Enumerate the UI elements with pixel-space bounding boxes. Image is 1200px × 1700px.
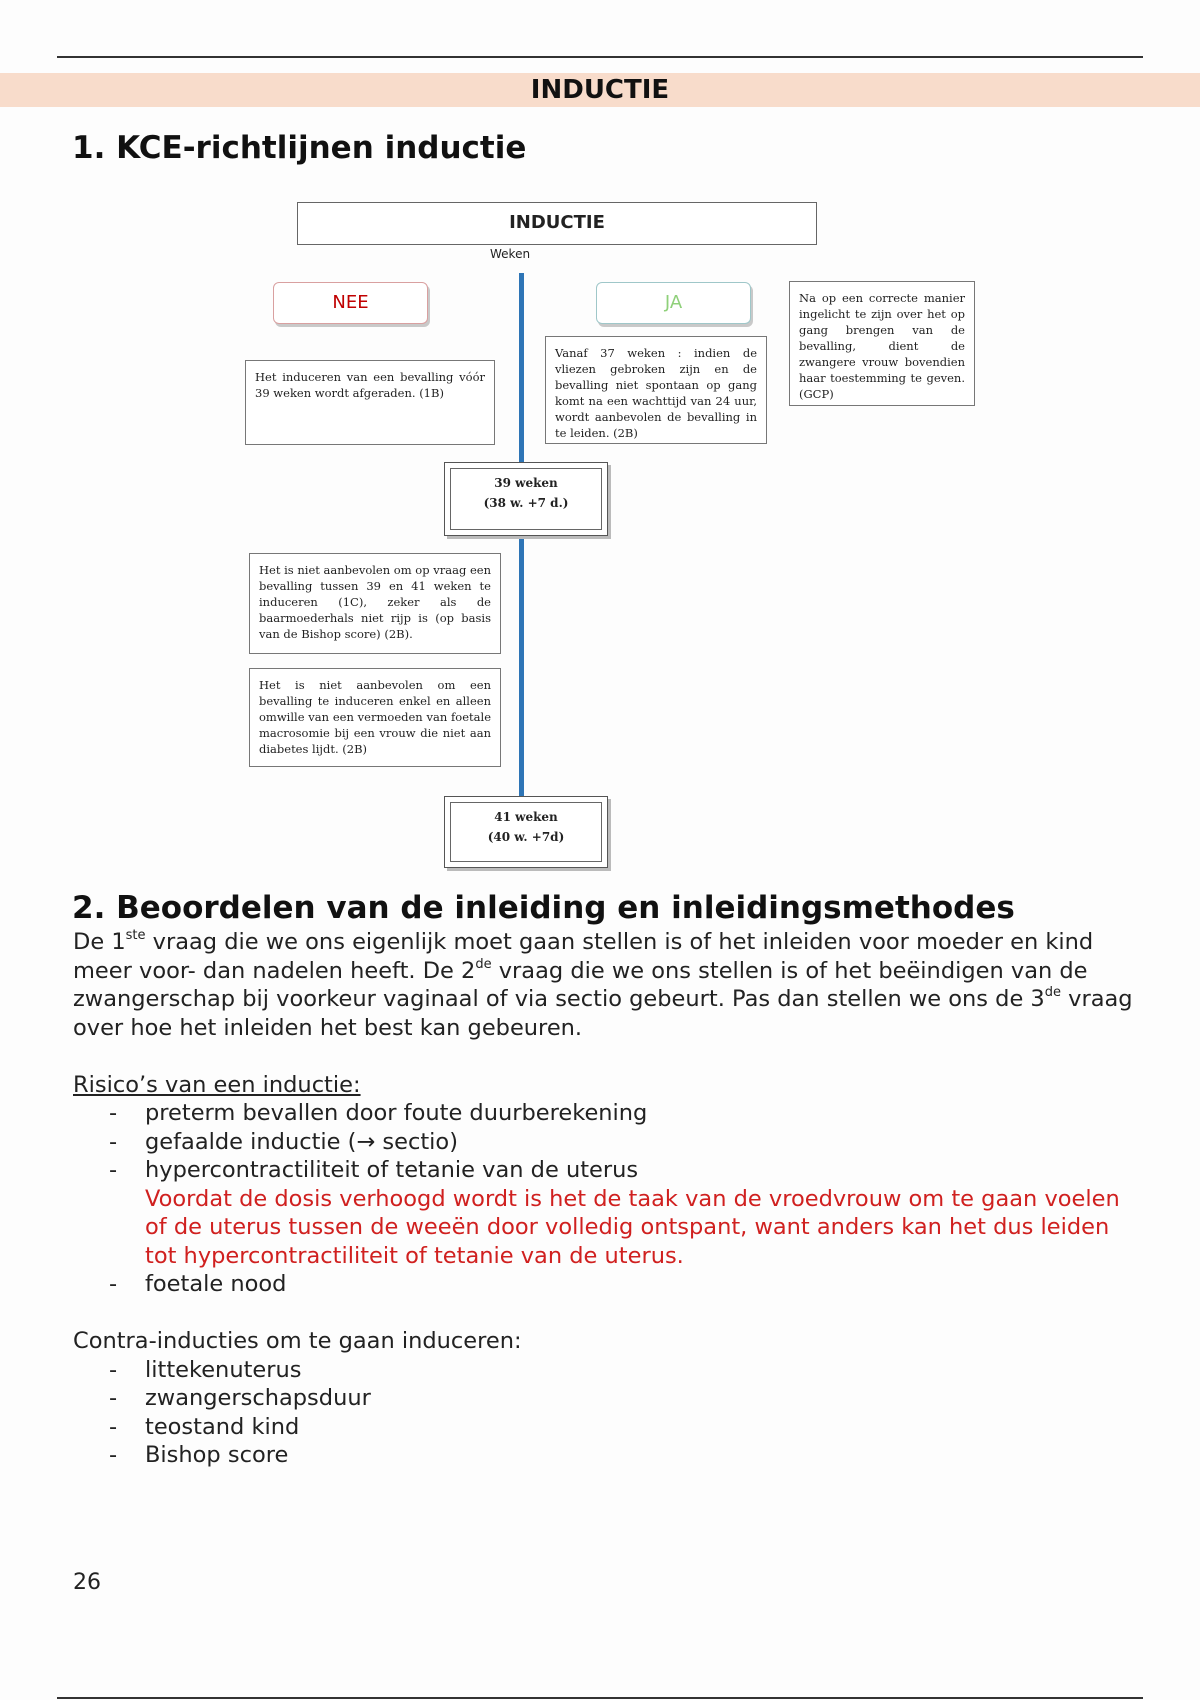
- note-macrosomia: Het is niet aanbevolen om een bevalling te induceren enkel en alleen omwille van een vermoeden van foetale macrosomie bij een vrouw die niet aan diabetes lijdt. (2B): [249, 668, 501, 767]
- nee-label: NEE: [273, 282, 428, 324]
- flowchart-title: INDUCTIE: [297, 202, 817, 245]
- ja-label: JA: [596, 282, 751, 324]
- week-41-label: 41 weken: [494, 810, 558, 824]
- note-before-39: Het induceren van een bevalling vóór 39 weken wordt afgeraden. (1B): [245, 360, 495, 445]
- risks-list: [73, 1099, 1133, 1185]
- section2-title: 2. Beoordelen van de inleiding en inleidingsmethodes: [72, 890, 1015, 926]
- list-item: - Bishop score: [73, 1441, 1133, 1470]
- week-39-box: [444, 462, 608, 536]
- contra-list: [73, 1356, 1133, 1470]
- week-39-sub: (38 w. +7 d.): [483, 496, 569, 510]
- week-39-label: 39 weken: [494, 476, 558, 490]
- list-item: - littekenuterus: [73, 1356, 1133, 1385]
- note-consent: Na op een correcte manier ingelicht te zijn over het op gang brengen van de bevalling, dient de zwangere vrouw bovendien haar toestemming te geven. (GCP): [789, 281, 975, 406]
- section2-body: [73, 928, 1133, 1470]
- risks-heading: Risico’s van een inductie:: [73, 1071, 361, 1098]
- note-from-37: Vanaf 37 weken : indien de vliezen gebroken zijn en de bevalling niet spontaan op gang komt na een wachttijd van 24 uur, wordt aanbevolen de bevalling in te leiden. (2B): [545, 336, 767, 444]
- list-item: - foetale nood: [73, 1270, 1133, 1299]
- top-rule: [57, 56, 1143, 58]
- section1-title: 1. KCE-richtlijnen inductie: [72, 130, 527, 166]
- week-41-box: [444, 796, 608, 868]
- chapter-banner: INDUCTIE: [0, 73, 1200, 107]
- list-item: - gefaalde inductie (→ sectio): [73, 1128, 1133, 1157]
- list-item: - preterm bevallen door foute duurberekening: [73, 1099, 1133, 1128]
- list-item: - hypercontractiliteit of tetanie van de uterus: [73, 1156, 1133, 1185]
- bottom-rule: [57, 1697, 1143, 1699]
- intro-paragraph: De 1ste vraag die we ons eigenlijk moet gaan stellen is of het inleiden voor moeder en kind meer voor- dan nadelen heeft. De 2de vraag die we ons stellen is of het beëindigen van de zwangerschap bij voorkeur vaginaal of via sectio gebeurt. Pas dan stellen we ons de 3de vraag over hoe het inleiden het best kan gebeuren.: [73, 928, 1133, 1041]
- page-number: 26: [73, 1570, 101, 1595]
- list-item: - teostand kind: [73, 1413, 1133, 1442]
- contra-heading: Contra-inducties om te gaan induceren:: [73, 1328, 522, 1354]
- midwife-note: Voordat de dosis verhoogd wordt is het de taak van de vroedvrouw om te gaan voelen of de uterus tussen de weeën door volledig ontspant, want anders kan het dus leiden tot hypercontractiliteit of tetanie van de uterus.: [145, 1185, 1120, 1269]
- note-39-41: Het is niet aanbevolen om op vraag een bevalling tussen 39 en 41 weken te induceren (1C), zeker als de baarmoederhals niet rijp is (op basis van de Bishop score) (2B).: [249, 553, 501, 654]
- list-item: - zwangerschapsduur: [73, 1384, 1133, 1413]
- axis-label: Weken: [490, 247, 531, 261]
- week-41-sub: (40 w. +7d): [487, 830, 565, 844]
